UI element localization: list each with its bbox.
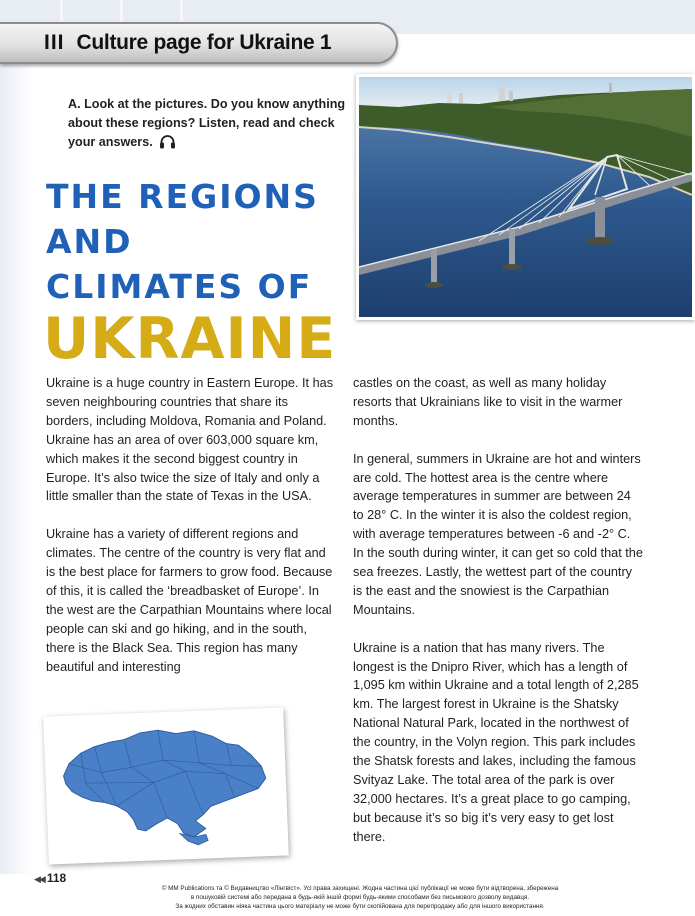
paragraph-1: Ukraine is a huge country in Eastern Europe. It has seven neighbouring countries that share its borders, including Moldova, Romania and Poland. Ukraine has an area of over 603,000 square km, which makes it the second biggest country in Europe. It’s also twice the size of Italy and only a little smaller than the state of Texas in the USA. [46, 376, 334, 504]
article-column-left [46, 374, 336, 695]
left-margin-decor [0, 34, 32, 874]
section-title: Culture page for Ukraine 1 [76, 31, 332, 54]
paragraph-4: Ukraine is a nation that has many rivers. The longest is the Dnipro River, which has a length of 1,095 km within Ukraine and a total length of 2,285 km. The largest forest in Ukraine is the Shatsky National Natural Park, located in the northwest of the country, in the Volyn region. This park includes the Shatsk forests and lakes, including the famous Svityaz Lake. The total area of the park is over 32,000 hectares. It’s a great place to go camping, but because it’s so big it’s very easy to get lost there. [353, 640, 639, 844]
paragraph-2: Ukraine has a variety of different regions and climates. The centre of the country is very flat and is the best place for farmers to grow food. Because of this, it is called the ‘breadbasket of Europe’. In the west are the Carpathian Mountains where local people can ski and go hiking, and in the south, there is the Black Sea. This region has many beautiful and interesting [46, 527, 333, 674]
section-bars-icon: III [44, 31, 65, 54]
rewind-icon: ◀◀ [34, 874, 44, 884]
section-banner [0, 22, 398, 64]
copyright-notice [80, 884, 640, 911]
copyright-line-1: © MM Publications та © Видавництво «Лінгвіст». Усі права захищені. Жодна частина цієї публікації не може бути відтворена, збережена [161, 885, 559, 892]
paragraph-3: In general, summers in Ukraine are hot and winters are cold. The hottest area is the centre where average temperatures in summer are between 24 to 28° C. In the winter it is also the coldest region, with average temperatures between -6 and -2° C. In the south during winter, it can get so cold that the sea freezes. Lastly, the wettest part of the country is the east and the snowiest is the Carpathian Mountains. [353, 451, 643, 617]
copyright-line-2: в пошуковій системі або передана в будь-якій іншій формі будь-якими способами без письмового дозволу видавця. [190, 894, 530, 901]
ukraine-map-card [43, 707, 289, 864]
instruction-text: A. Look at the pictures. Do you know anything about these regions? Listen, read and check your answers. [68, 97, 346, 149]
headline-line-3: CLIMATES OF [46, 267, 313, 306]
copyright-line-3: За жодних обставин ніяка частина цього матеріалу не може бути скопійована для перепродажу або для іншого використання. [175, 903, 545, 910]
article-column-right [353, 374, 643, 866]
exercise-instruction [68, 95, 348, 155]
headline-line-2: AND [46, 222, 133, 261]
kyiv-bridge-photo [356, 74, 695, 320]
headline-ukraine: UKRAINE [43, 306, 337, 372]
page-number-text: 118 [46, 871, 67, 885]
headline-line-1: THE REGIONS [46, 177, 319, 216]
article-headline [46, 174, 346, 309]
ukraine-map [54, 716, 279, 854]
headphones-icon[interactable] [159, 134, 176, 155]
page-number [34, 871, 66, 885]
paragraph-2-continued: castles on the coast, as well as many holiday resorts that Ukrainians like to visit in the warmer months. [353, 376, 623, 428]
